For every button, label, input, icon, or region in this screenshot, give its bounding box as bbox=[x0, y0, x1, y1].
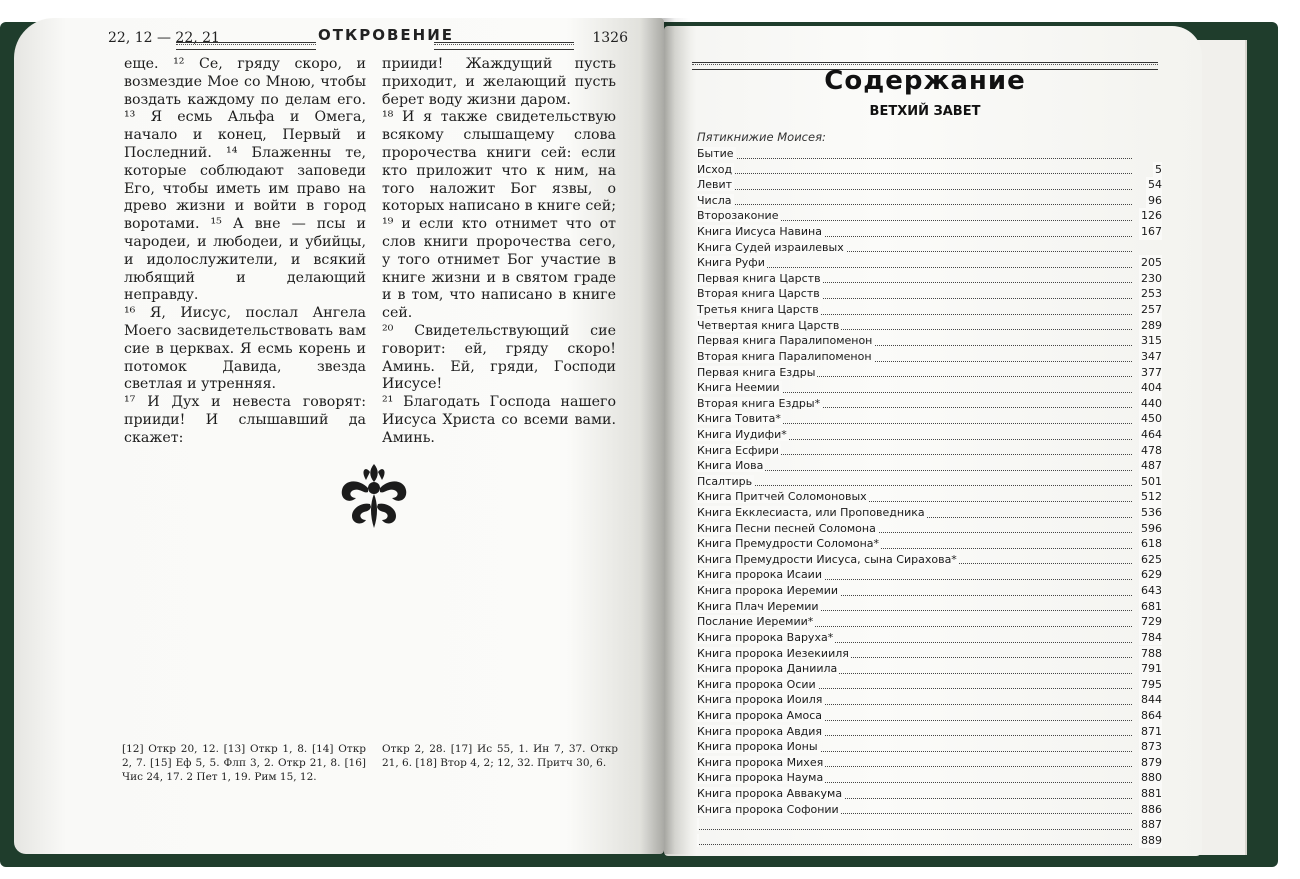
table-of-contents bbox=[697, 146, 1162, 848]
toc-entry-title: Книга пророка Иоиля bbox=[697, 693, 823, 707]
toc-entry bbox=[697, 349, 1162, 365]
toc-entry-title: Исход bbox=[697, 162, 733, 176]
book-title: ОТКРОВЕНИЕ bbox=[318, 26, 455, 44]
toc-entry-page: 440 bbox=[1141, 396, 1162, 410]
toc-entry bbox=[697, 396, 1162, 412]
toc-entry-title: Книга пророка Исаии bbox=[697, 568, 822, 582]
toc-entry-page: 880 bbox=[1141, 771, 1162, 785]
toc-entry-title: Книга пророка Даниила bbox=[697, 662, 838, 676]
footnotes-column-1: [12] Откр 20, 12. [13] Откр 1, 8. [14] Откр 2, 7. [15] Еф 5, 5. Флп 3, 2. Откр 21, 8. [16] Чис 24, 17. 2 Пет 1, 19. Рим 15, 12. bbox=[122, 743, 366, 783]
toc-entry-page: 501 bbox=[1141, 474, 1162, 488]
toc-entry-title: Вторая книга Ездры* bbox=[697, 396, 821, 410]
toc-entry-title: Вторая книга Царств bbox=[697, 287, 820, 301]
toc-entry-page: 788 bbox=[1141, 646, 1162, 660]
toc-entry-page: 795 bbox=[1141, 677, 1162, 691]
toc-entry bbox=[697, 567, 1162, 583]
toc-entry bbox=[697, 505, 1162, 521]
toc-entry bbox=[697, 708, 1162, 724]
leader-dots bbox=[697, 173, 1132, 174]
toc-entry bbox=[697, 646, 1162, 662]
toc-entry-page: 205 bbox=[1141, 256, 1162, 270]
toc-entry bbox=[697, 411, 1162, 427]
text-column-2 bbox=[382, 56, 616, 448]
toc-entry bbox=[697, 521, 1162, 537]
toc-entry bbox=[697, 146, 1162, 162]
toc-entry bbox=[697, 739, 1162, 755]
toc-entry bbox=[697, 755, 1162, 771]
toc-entry-page: 230 bbox=[1141, 271, 1162, 285]
toc-entry-page: 536 bbox=[1141, 506, 1162, 520]
toc-entry-page: 347 bbox=[1141, 349, 1162, 363]
toc-entry-title: Книга пророка Иезекииля bbox=[697, 646, 849, 660]
toc-entry-title: Книга Притчей Соломоновых bbox=[697, 490, 867, 504]
toc-entry bbox=[697, 365, 1162, 381]
toc-entry bbox=[697, 583, 1162, 599]
leader-dots bbox=[697, 204, 1132, 205]
toc-entry-page: 784 bbox=[1141, 630, 1162, 644]
toc-entry-title bbox=[697, 834, 699, 847]
toc-entry-page: 886 bbox=[1141, 802, 1162, 816]
toc-entry-page: 512 bbox=[1141, 490, 1162, 504]
toc-entry-page: 887 bbox=[1141, 818, 1162, 832]
toc-entry bbox=[697, 614, 1162, 630]
toc-entry-page: 54 bbox=[1148, 178, 1162, 192]
toc-entry-title: Книга пророка Наума bbox=[697, 771, 824, 785]
paragraph: ¹⁸ И я также свидетельствую всякому слышащему слова пророчества книги сей: если кто приложит что к ним, на того наложит Бог язвы, о которых написано в книге сей; ¹⁹ и если кто отнимет что от слов книги пророчества сего, у того отнимет Бог участие в книге жизни и в святом граде и в том, что написано в книге сей. bbox=[382, 109, 616, 322]
toc-entry-title: Книга Товита* bbox=[697, 412, 781, 426]
toc-entry-title: Книга Иисуса Навина bbox=[697, 225, 822, 239]
toc-entry-title: Книга пророка Софонии bbox=[697, 802, 839, 816]
toc-subtitle: ВЕТХИЙ ЗАВЕТ bbox=[869, 104, 981, 119]
toc-section-heading: Пятикнижие Моисея: bbox=[697, 130, 826, 144]
toc-entry-title: Книга Плач Иеремии bbox=[697, 599, 819, 613]
leader-dots bbox=[697, 158, 1132, 159]
toc-entry-page: 257 bbox=[1141, 303, 1162, 317]
toc-entry bbox=[697, 458, 1162, 474]
toc-entry bbox=[697, 599, 1162, 615]
toc-entry-title: Бытие bbox=[697, 147, 734, 160]
toc-entry-page: 625 bbox=[1141, 552, 1162, 566]
toc-entry-title: Первая книга Царств bbox=[697, 271, 821, 285]
toc-entry-page: 450 bbox=[1141, 412, 1162, 426]
toc-entry-title: Книга Судей израилевых bbox=[697, 240, 844, 254]
text-column-1 bbox=[124, 56, 366, 448]
toc-entry bbox=[697, 833, 1162, 849]
toc-entry bbox=[697, 318, 1162, 334]
header-rule-left bbox=[176, 42, 316, 50]
toc-entry bbox=[697, 271, 1162, 287]
toc-entry bbox=[697, 489, 1162, 505]
toc-entry-page: 487 bbox=[1141, 459, 1162, 473]
toc-entry-title: Книга Неемии bbox=[697, 381, 780, 395]
paragraph: еще. ¹² Се, гряду скоро, и возмездие Мое со Мною, чтобы воздать каждому по делам его. ¹³ Я есмь Альфа и Омега, начало и конец, Первый и Последний. ¹⁴ Блаженны те, которые соблюдают заповеди Его, чтобы иметь им право на древо жизни и войти в город воротами. ¹⁵ А вне — псы и чародеи, и любодеи, и убийцы, и идолослужители, и всякий любящий и делающий неправду. bbox=[124, 56, 366, 304]
toc-entry-page: 596 bbox=[1141, 521, 1162, 535]
toc-entry-title: Книга пророка Варуха* bbox=[697, 630, 834, 644]
toc-entry-page: 629 bbox=[1141, 568, 1162, 582]
toc-entry-title: Книга пророка Осии bbox=[697, 677, 816, 691]
toc-entry-title: Книга пророка Иеремии bbox=[697, 584, 839, 598]
toc-entry-page: 643 bbox=[1141, 584, 1162, 598]
toc-entry bbox=[697, 427, 1162, 443]
leader-dots bbox=[697, 485, 1132, 486]
toc-entry-title: Числа bbox=[697, 193, 732, 207]
toc-entry-title: Второзаконие bbox=[697, 209, 779, 223]
toc-entry-page: 464 bbox=[1141, 427, 1162, 441]
toc-entry-title: Первая книга Паралипоменон bbox=[697, 334, 873, 348]
paragraph: ¹⁶ Я, Иисус, послал Ангела Моего засвидетельствовать вам сие в церквах. Я есмь корень и потомок Давида, звезда светлая и утренняя. bbox=[124, 305, 366, 393]
toc-entry-title: Книга Песни песней Соломона bbox=[697, 521, 876, 535]
toc-entry-page: 873 bbox=[1141, 740, 1162, 754]
toc-entry bbox=[697, 208, 1162, 224]
toc-entry-title: Книга Премудрости Иисуса, сына Сирахова* bbox=[697, 552, 957, 566]
paragraph: прииди! Жаждущий пусть приходит, и желающий пусть берет воду жизни даром. bbox=[382, 56, 616, 108]
toc-entry-title: Книга пророка Ионы bbox=[697, 740, 818, 754]
toc-entry-page: 879 bbox=[1141, 755, 1162, 769]
toc-entry-page: 681 bbox=[1141, 599, 1162, 613]
toc-entry bbox=[697, 474, 1162, 490]
toc-entry-page: 729 bbox=[1141, 615, 1162, 629]
toc-entry-page: 844 bbox=[1141, 693, 1162, 707]
toc-entry-page: 478 bbox=[1141, 443, 1162, 457]
toc-entry bbox=[697, 786, 1162, 802]
toc-entry bbox=[697, 630, 1162, 646]
toc-entry bbox=[697, 724, 1162, 740]
toc-entry bbox=[697, 240, 1162, 256]
toc-entry-page: 881 bbox=[1141, 786, 1162, 800]
toc-entry bbox=[697, 224, 1162, 240]
paragraph: ²⁰ Свидетельствующий сие говорит: ей, гряду скоро! Аминь. Ей, гряди, Господи Иисусе! bbox=[382, 322, 616, 393]
paragraph: ¹⁷ И Дух и невеста говорят: прииди! И слышавший да скажет: bbox=[124, 394, 366, 446]
toc-entry-page: 315 bbox=[1141, 334, 1162, 348]
toc-entry-page: 126 bbox=[1141, 209, 1162, 223]
paragraph: ²¹ Благодать Господа нашего Иисуса Христа со всеми вами. Аминь. bbox=[382, 394, 616, 446]
leader-dots bbox=[697, 829, 1132, 830]
toc-entry-page: 404 bbox=[1141, 381, 1162, 395]
toc-entry-title: Книга пророка Аввакума bbox=[697, 786, 843, 800]
toc-entry bbox=[697, 536, 1162, 552]
toc-entry-title: Четвертая книга Царств bbox=[697, 318, 840, 332]
toc-entry bbox=[697, 817, 1162, 833]
toc-entry-page: 889 bbox=[1141, 833, 1162, 847]
header-rule-right bbox=[434, 42, 574, 50]
toc-entry-page: 96 bbox=[1148, 193, 1162, 207]
toc-entry-title: Книга пророка Михея bbox=[697, 755, 824, 769]
toc-entry-title: Книга Премудрости Соломона* bbox=[697, 537, 880, 551]
toc-entry-title: Псалтирь bbox=[697, 474, 753, 488]
toc-entry bbox=[697, 255, 1162, 271]
toc-entry-title: Левит bbox=[697, 178, 733, 192]
toc-entry-title: Третья книга Царств bbox=[697, 303, 819, 317]
page-number: 1326 bbox=[592, 30, 628, 46]
toc-entry bbox=[697, 677, 1162, 693]
toc-entry-page: 864 bbox=[1141, 708, 1162, 722]
fleuron-icon bbox=[336, 460, 412, 532]
toc-entry-title bbox=[697, 818, 699, 831]
toc-entry bbox=[697, 302, 1162, 318]
toc-entry-page: 167 bbox=[1141, 225, 1162, 239]
toc-entry-page: 253 bbox=[1141, 287, 1162, 301]
toc-entry-page: 377 bbox=[1141, 365, 1162, 379]
toc-entry bbox=[697, 802, 1162, 818]
toc-entry-title: Книга Иудифи* bbox=[697, 427, 787, 441]
toc-entry-page: 618 bbox=[1141, 537, 1162, 551]
toc-entry-page: 791 bbox=[1141, 662, 1162, 676]
toc-entry-title: Вторая книга Паралипоменон bbox=[697, 349, 872, 363]
toc-entry bbox=[697, 333, 1162, 349]
leader-dots bbox=[697, 844, 1132, 845]
toc-entry bbox=[697, 193, 1162, 209]
toc-entry bbox=[697, 692, 1162, 708]
toc-entry-title: Книга пророка Амоса bbox=[697, 708, 823, 722]
toc-entry-title: Первая книга Ездры bbox=[697, 365, 816, 379]
book-gutter-shadow bbox=[640, 18, 690, 854]
toc-entry-page: 5 bbox=[1155, 162, 1162, 176]
toc-entry bbox=[697, 162, 1162, 178]
toc-entry bbox=[697, 286, 1162, 302]
toc-entry bbox=[697, 443, 1162, 459]
toc-entry-title: Книга Екклесиаста, или Проповедника bbox=[697, 506, 925, 520]
footnotes-column-2: Откр 2, 28. [17] Ис 55, 1. Ин 7, 37. Откр 21, 6. [18] Втор 4, 2; 12, 32. Притч 30, 6. bbox=[382, 743, 618, 769]
toc-entry bbox=[697, 380, 1162, 396]
toc-entry-title: Послание Иеремии* bbox=[697, 615, 814, 629]
toc-entry-title: Книга Руфи bbox=[697, 256, 765, 270]
toc-entry bbox=[697, 770, 1162, 786]
toc-entry-title: Книга Иова bbox=[697, 459, 764, 473]
toc-entry bbox=[697, 552, 1162, 568]
page-block-edge bbox=[1195, 40, 1247, 855]
toc-entry-page: 871 bbox=[1141, 724, 1162, 738]
toc-entry-page: 289 bbox=[1141, 318, 1162, 332]
leader-dots bbox=[697, 189, 1132, 190]
toc-title: Содержание bbox=[824, 66, 1026, 96]
toc-entry bbox=[697, 177, 1162, 193]
toc-entry-title: Книга Есфири bbox=[697, 443, 779, 457]
toc-entry bbox=[697, 661, 1162, 677]
toc-entry-title: Книга пророка Авдия bbox=[697, 724, 823, 738]
chapter-verse-range: 22, 12 — 22, 21 bbox=[108, 30, 220, 46]
